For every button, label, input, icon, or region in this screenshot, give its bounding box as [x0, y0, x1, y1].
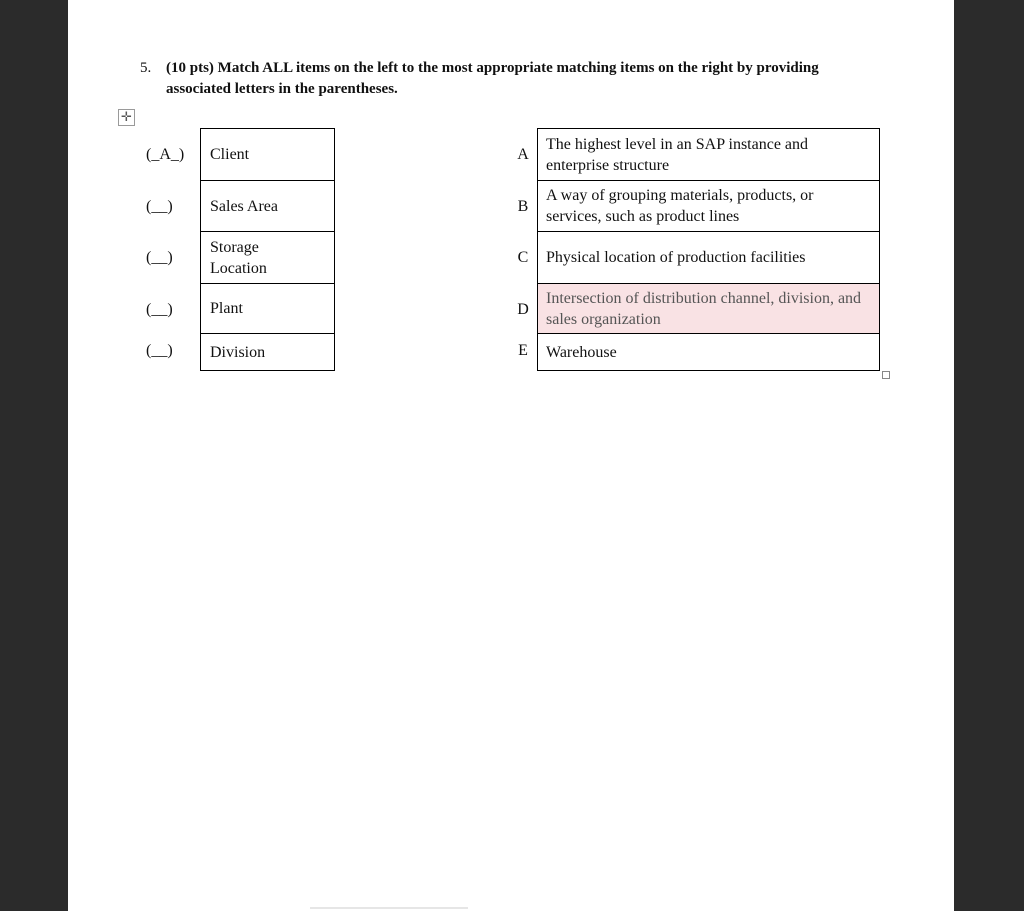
table-resize-handle[interactable]: [882, 371, 890, 379]
left-item-plant: [200, 283, 335, 334]
right-item-text: Warehouse: [546, 343, 617, 361]
right-item-a: [537, 128, 880, 181]
right-item-d: [537, 283, 880, 334]
left-item-label: Plant: [210, 300, 243, 317]
question-number: 5.: [140, 60, 152, 76]
right-item-c: [537, 231, 880, 284]
answer-blank-2[interactable]: (__): [146, 198, 173, 215]
right-item-text: The highest level in an SAP instance and enterprise structure: [546, 135, 809, 174]
right-item-text: A way of grouping materials, products, or services, such as product lines: [546, 187, 814, 225]
left-item-client: [200, 128, 335, 181]
right-letter-c: C: [517, 249, 529, 266]
bottom-scroll-indicator: [310, 907, 468, 909]
answer-blank-1[interactable]: (_A_): [146, 146, 185, 163]
right-item-text: Intersection of distribution channel, division, and sales organization: [546, 289, 862, 328]
right-item-text: Physical location of production facilities: [546, 249, 806, 266]
answer-blank-4[interactable]: (__): [146, 301, 173, 318]
right-letter-e: E: [518, 342, 528, 359]
move-cross-icon[interactable]: ✛: [118, 109, 135, 126]
document-page: [68, 0, 954, 911]
answer-blank-5[interactable]: (__): [146, 342, 173, 359]
question-5: [140, 58, 880, 100]
left-item-label: Client: [210, 146, 250, 163]
right-letter-b: B: [517, 198, 529, 215]
left-item-label: Sales Area: [210, 197, 278, 215]
left-item-label: Division: [210, 343, 266, 361]
right-letter-d: D: [517, 301, 529, 318]
left-item-division: [200, 333, 335, 371]
answer-blank-3[interactable]: (__): [146, 249, 173, 266]
right-item-e: [537, 333, 880, 371]
left-item-label: Storage Location: [210, 238, 267, 277]
right-letter-a: A: [517, 146, 529, 163]
left-item-storage-location: [200, 231, 335, 284]
right-item-b: [537, 180, 880, 232]
left-item-sales-area: [200, 180, 335, 232]
question-text: (10 pts) Match ALL items on the left to the most appropriate matching items on the right by providing associated letters in the parentheses.: [166, 60, 819, 97]
